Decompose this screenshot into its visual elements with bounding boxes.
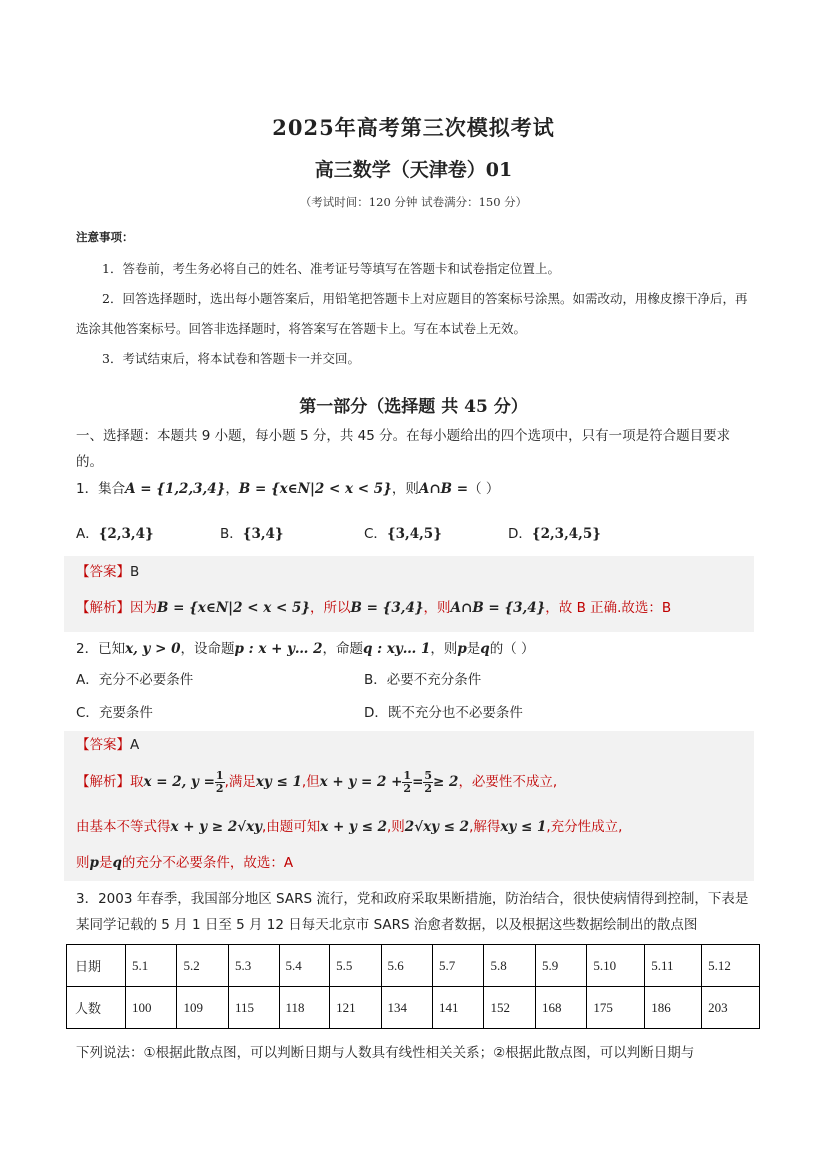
- table-cell: 5.7: [433, 945, 484, 987]
- q2-answer: 【答案】A: [76, 737, 140, 753]
- table-cell: 5.1: [126, 945, 177, 987]
- q2-option-c: C．充要条件: [76, 705, 153, 721]
- q1-expr: A∩B =: [418, 481, 469, 497]
- q1-prefix: 1．集合: [76, 481, 126, 497]
- answer-value: B: [130, 564, 140, 580]
- q2-analysis-line2: 由基本不等式得x + y ≥ 2√xy,由题可知x + y ≤ 2,则2√xy ≤ 2,解得xy ≤ 1,充分性成立,: [76, 819, 623, 835]
- analysis-tag: 【解析】: [76, 600, 130, 616]
- q2-option-a: A．充分不必要条件: [76, 672, 194, 688]
- section-intro: 一、选择题：本题共 9 小题，每小题 5 分，共 45 分。在每小题给出的四个选项中，只有一项是符合题目要求的。: [76, 428, 731, 470]
- table-cell: 5.11: [645, 945, 702, 987]
- table-cell: 175: [587, 987, 645, 1029]
- table-cell: 134: [381, 987, 432, 1029]
- table-cell: 5.4: [279, 945, 330, 987]
- table-header-cell: 日期: [67, 945, 126, 987]
- q1-option-a: A．{2,3,4}: [76, 526, 154, 542]
- fraction: $\frac{5}{2}$: [424, 768, 433, 795]
- sars-data-table: [66, 944, 760, 1029]
- q1-option-b: B．{3,4}: [220, 526, 284, 542]
- table-header-cell: 人数: [67, 987, 126, 1029]
- q1-answer: [76, 559, 756, 585]
- table-cell: 5.5: [330, 945, 381, 987]
- q1-blank: （ ）: [468, 481, 500, 497]
- q1-set-b: B = {x∈N|2 < x < 5}: [238, 481, 392, 497]
- q2-option-d: D．既不充分也不必要条件: [364, 705, 523, 721]
- table-cell: 5.2: [177, 945, 228, 987]
- table-cell: 5.6: [381, 945, 432, 987]
- notice-item: 1．答卷前，考生务必将自己的姓名、准考证号等填写在答题卡和试卷指定位置上。: [102, 261, 560, 276]
- table-cell: 115: [228, 987, 279, 1029]
- question-2-stem: 2．已知x, y > 0，设命题p : x + y… 2，命题q : xy… 1，则p是q的（ ）: [76, 641, 535, 657]
- table-cell: 141: [433, 987, 484, 1029]
- fraction: $\frac{1}{2}$: [403, 768, 412, 795]
- table-cell: 152: [484, 987, 535, 1029]
- exam-subtitle: 高三数学（天津卷）01: [314, 159, 513, 181]
- table-cell: 100: [126, 987, 177, 1029]
- answer-tag: 【答案】: [76, 564, 130, 580]
- q1-option-d: D．{2,3,4,5}: [508, 526, 601, 542]
- table-cell: 168: [535, 987, 586, 1029]
- q1-set-a: A = {1,2,3,4}: [125, 481, 226, 497]
- table-cell: 186: [645, 987, 702, 1029]
- notice-item: 3．考试结束后，将本试卷和答题卡一并交回。: [102, 351, 360, 366]
- exam-title: 2025年高考第三次模拟考试: [272, 115, 555, 140]
- table-row: [67, 945, 760, 987]
- q2-analysis-line1: 【解析】取x = 2, y = $\frac{1}{2}$ ,满足xy ≤ 1,但x + y = 2 + $\frac{1}{2}$ = $\frac{5}{2}$ ≥ 2，必要性不成立,: [76, 768, 558, 795]
- table-cell: 109: [177, 987, 228, 1029]
- table-cell: 5.10: [587, 945, 645, 987]
- notice-list: [76, 254, 752, 374]
- fraction: $\frac{1}{2}$: [215, 768, 224, 795]
- q2-analysis-line3: 则p是q的充分不必要条件，故选：A: [76, 855, 294, 871]
- table-cell: 118: [279, 987, 330, 1029]
- table-cell: 5.3: [228, 945, 279, 987]
- exam-info: （考试时间：120 分钟 试卷满分：150 分）: [299, 195, 528, 209]
- table-cell: 121: [330, 987, 381, 1029]
- question-3-stem: 3．2003 年春季，我国部分地区 SARS 流行，党和政府采取果断措施，防治结合，很快使病情得到控制，下表是某同学记载的 5 月 1 日至 5 月 12 日每天北京市 SARS 治愈者数据，以及根据这些数据绘制出的散点图: [76, 891, 749, 933]
- q1-analysis: 【解析】因为B = {x∈N|2 < x < 5}，所以B = {3,4}，则A∩B = {3,4}，故 B 正确.故选：B: [76, 600, 672, 616]
- table-cell: 5.9: [535, 945, 586, 987]
- q1-suffix: ，则: [391, 481, 419, 497]
- q1-sep: ，: [225, 481, 239, 497]
- table-cell: 203: [702, 987, 760, 1029]
- section-title: 第一部分（选择题 共 45 分）: [299, 397, 528, 417]
- q2-option-b: B．必要不充分条件: [364, 672, 482, 688]
- question-3-continuation: 下列说法：①根据此散点图，可以判断日期与人数具有线性相关关系；②根据此散点图，可以判断日期与: [76, 1045, 695, 1061]
- notice-heading: 注意事项：: [76, 230, 134, 244]
- table-cell: 5.12: [702, 945, 760, 987]
- table-cell: 5.8: [484, 945, 535, 987]
- question-1-stem: [76, 476, 756, 502]
- notice-item: 2．回答选择题时，选出每小题答案后，用铅笔把答题卡上对应题目的答案标号涂黑。如需改动，用橡皮擦干净后，再选涂其他答案标号。回答非选择题时，将答案写在答题卡上。写在本试卷上无效。: [76, 291, 748, 336]
- q1-option-c: C．{3,4,5}: [364, 526, 442, 542]
- table-row: [67, 987, 760, 1029]
